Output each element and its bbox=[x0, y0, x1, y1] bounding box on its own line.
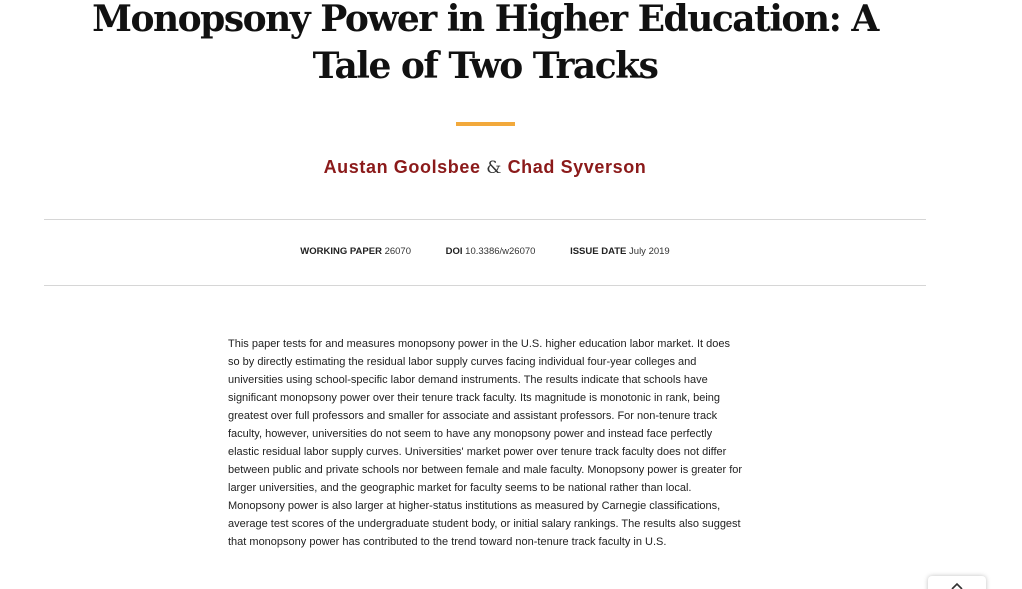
paper-meta bbox=[44, 246, 926, 258]
author-link-goolsbee[interactable]: Austan Goolsbee bbox=[323, 157, 481, 177]
abstract-text: This paper tests for and measures monopsony power in the U.S. higher education labor market. It does so by directly estimating the residual labor supply curves facing individual four-year colleges and universities using school-specific labor demand instruments. The results indicate that schools have significant monopsony power over their tenure track faculty. Its magnitude is monotonic in rank, being greatest over full professors and smaller for associate and assistant professors. For non-tenure track faculty, however, universities do not seem to have any monopsony power and instead face perfectly elastic residual labor supply curves. Universities' market power over tenure track faculty does not differ between public and private schools nor between female and male faculty. Monopsony power is greater for larger universities, and the geographic market for faculty seems to be national rather than local. Monopsony power is also larger at higher-status institutions as measured by Carnegie classifications, average test scores of the undergraduate student body, or initial salary rankings. The results also suggest that monopsony power has contributed to the trend toward non-tenure track faculty in U.S. bbox=[228, 338, 743, 548]
chevron-up-icon bbox=[951, 582, 963, 589]
doi-value: 10.3386/w26070 bbox=[465, 246, 536, 257]
author-link-syverson[interactable]: Chad Syverson bbox=[507, 157, 647, 177]
page-title: Monopsony Power in Higher Education: A Tale of Two Tracks bbox=[92, 0, 878, 87]
author-list bbox=[60, 156, 910, 179]
scroll-to-top-button[interactable] bbox=[928, 576, 986, 589]
doi-label: DOI bbox=[445, 246, 463, 257]
meta-divider-bottom bbox=[44, 285, 926, 286]
issue-date-label: ISSUE DATE bbox=[570, 246, 627, 257]
working-paper-number: 26070 bbox=[384, 246, 411, 257]
working-paper-meta bbox=[300, 246, 411, 258]
title-accent-divider bbox=[456, 122, 515, 126]
issue-date-value: July 2019 bbox=[629, 246, 670, 257]
issue-date-meta bbox=[570, 246, 670, 258]
working-paper-label: WORKING PAPER bbox=[300, 246, 382, 257]
doi-meta bbox=[446, 246, 536, 258]
meta-divider-top bbox=[44, 219, 926, 220]
author-separator: & bbox=[486, 158, 502, 178]
